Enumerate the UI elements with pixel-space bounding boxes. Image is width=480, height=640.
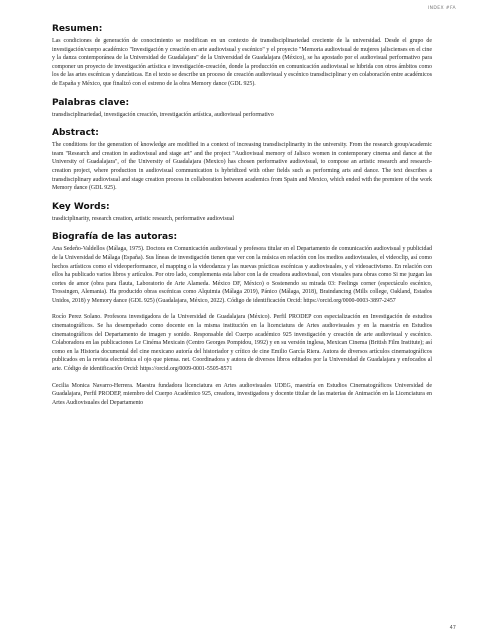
abstract-heading: Abstract: [52, 128, 99, 139]
article-body [52, 24, 432, 416]
abstract-text: The conditions for the generation of knowledge are modified in a context of increasing transdisciplinarity in the university. From the research group/academic team "Research and creation in audiovisual and stage art" and the project "Audiovisual memory of Jalisco women in contemporary cinema and dance at the University of Guadalajara", of the University of Guadalajara (Mexico) has chosen performative audiovisual, to compose an artistic research and research-creation project, where production in audiovisual communication is hybridized with other fields such as performing arts and dance. The text describes a transdisciplinary audiovisual and stage creation process in collaboration between academics from Spain and Mexico, which ended with the premiere of the work Memory dance (GDL 925). [52, 142, 432, 192]
palabras-clave-heading: Palabras clave: [52, 97, 130, 108]
resumen-text: Las condiciones de generación de conocimiento se modifican en un contexto de transdisciplinariedad creciente de la universidad. Desde el grupo de investigación/cuerpo académico "Investigación y creación en arte audiovisual y escénico" y el proyecto "Memoria audiovisual de mujeres jaliscienses en el cine y la danza contemporánea de la Universidad de Guadalajara" de la Universidad de Guadalajara (México), se ha apostado por el audiovisual performativo para componer un proyecto de investigación artística e investigación-creación, donde la producción en comunicación audiovisual se hibrida con otros ámbitos como los de las artes escénicas y danzísticas. En el texto se describe un proceso de creación audiovisual y escénico transdisciplinar y en colaboración entre académicos de España y México, que finalizó con el estreno de la obra Memory dance (GDL 925). [52, 38, 432, 87]
resumen-heading: Resumen: [52, 24, 103, 34]
key-words-section [52, 202, 432, 224]
key-words-heading: Key Words: [52, 201, 110, 212]
resumen-section [52, 24, 432, 89]
bio-paragraph-navarro: Cecilia Monica Navarro-Herrera. Maestra fundadora licenciatura en Artes audiovisuales UDEG, maestría en Estudios Cinematográficos Universidad de Guadalajara, Perfil PRODEP, miembro del Cuerpo Académico 925, creadora, investigadora y docente titular de las materias de Animación en la Licenciatura en Artes Audiovisuales del Departamento [52, 382, 432, 406]
bio-paragraph-sedeno: Ana Sedeño-Valdellos (Málaga, 1975). Doctora en Comunicación audiovisual y profesora titular en el Departamento de comunicación audiovisual y publicidad de la Universidad de Málaga (España). Sus líneas de investigación tienen que ver con la música en relación con los medios audiovisuales, el videoclip, así como hechos artísticos como el videoperformance, el mapping o la videodanza y las nuevas prácticas escénicas y audiovisuales, y el videoactivismo. En relación con ellos ha publicado varios libros y artículos. Por otro lado, complementa esta labor con la de creadora audiovisual, con visuales para obras como Si me juzgan las cortes de amor (obra para flauta, Laboratorio de Arte Alameda. México DF, México) o Sostenendo su mirada 03: Feelings corner (espectáculo escénico, Trossingen, Alemania). Ha producido obras escénicas como Alquimia (Málaga 2019), Pánico (Málaga, 2018), Braindancing (Mills college, Oakland, Estados Unidos, 2018) y Memory dance (GDL 925) (Guadalajara, México, 2022). Código de identificación Orcid: https://orcid.org/0000-0003-3897-2457 [52, 246, 432, 304]
biografia-section [52, 232, 432, 407]
biografia-heading: Biografía de las autoras: [52, 232, 178, 243]
page-number: 47 [449, 625, 456, 631]
abstract-section [52, 128, 432, 193]
key-words-text: trasdiciplinarity, research creation, artistic research, performative audiovisual [52, 215, 234, 222]
bio-paragraph-perez: Rocío Perez Solano. Profesora investigadora de la Universidad de Guadalajara (México). Perfil PRODEP con especialización en Investigación de estudios cinematográficos. Se ha desempeñado como docente en la misma institución en la licenciatura de Artes audiovisuales y en la maestría en Estudios cinematográficos del Departamento de imagen y sonido. Responsable del Cuerpo académico 925 investigación y creación de arte audiovisual y escénico. Colaboradora en las publicaciones Le Cinéma Mexicain (Centro Georges Pompidou, 1992) y en su versión inglesa, Mexican Cinema (British Film Institute); así como en la Historia documental del cine mexicano autoría del historiador y crítico de cine Emilio García Riera. Autora de diversos artículos cinematográficos publicados en la revista electrónica el ojo que piensa. net. Coordinadora y autora de diversos libros editados por la Universidad de Guadalajara y enfocados al arte. Código de identificación Orcid: https://orcid.org/0009-0001-5505-8571 [52, 314, 432, 373]
palabras-clave-text: transdisciplinariedad, investigación creación, investigación artística, audiovisual performativo [52, 111, 274, 118]
running-head: INDEX #FA [427, 6, 456, 11]
palabras-clave-section [52, 98, 432, 120]
